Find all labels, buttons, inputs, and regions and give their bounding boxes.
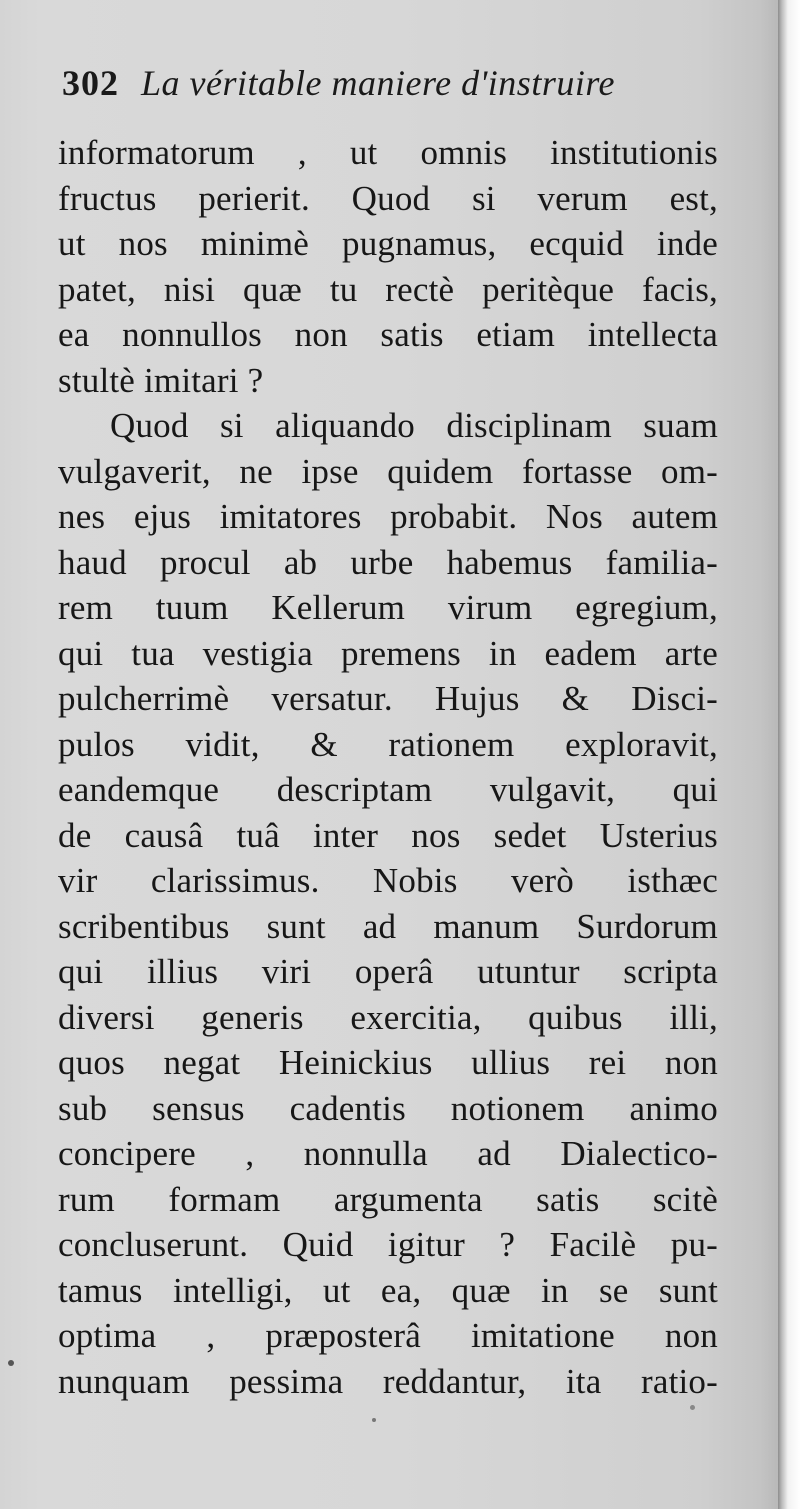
text-line: patet, nisi quæ tu rectè peritèque facis, xyxy=(58,269,718,309)
text-line: stultè imitari ? xyxy=(58,360,264,400)
text-line: nunquam pessima reddantur, ita ratio- xyxy=(58,1361,718,1401)
running-head-title: La véritable maniere d'instruire xyxy=(141,63,615,103)
page-number: 302 xyxy=(62,63,119,103)
text-line: ea nonnullos non satis etiam intellecta xyxy=(58,315,718,354)
text-line: qui illius viri operâ utuntur scripta xyxy=(58,952,718,991)
paper-speck xyxy=(372,1418,376,1422)
text-line: nes ejus imitatores probabit. Nos autem xyxy=(58,497,718,536)
text-line: ut nos minimè pugnamus, ecquid inde xyxy=(58,224,718,263)
paper-speck xyxy=(690,1405,695,1410)
text-line: rem tuum Kellerum virum egregium, xyxy=(58,588,718,627)
text-line: informatorum , ut omnis institutionis xyxy=(58,133,718,172)
text-line: fructus perierit. Quod si verum est, xyxy=(58,178,718,218)
text-line: diversi generis exercitia, quibus illi, xyxy=(58,997,718,1037)
text-line: rum formam argumenta satis scitè xyxy=(58,1179,718,1219)
text-line: sub sensus cadentis notionem animo xyxy=(58,1088,718,1128)
text-line: pulcherrimè versatur. Hujus & Disci- xyxy=(58,679,718,718)
text-line: de causâ tuâ inter nos sedet Usterius xyxy=(58,815,718,855)
text-line: qui tua vestigia premens in eadem arte xyxy=(58,633,718,673)
text-line: pulos vidit, & rationem exploravit, xyxy=(58,724,718,764)
text-line: vulgaverit, ne ipse quidem fortasse om- xyxy=(58,451,718,491)
paragraph-start-line: Quod si aliquando disciplinam suam xyxy=(110,406,718,445)
paper-speck xyxy=(8,1360,14,1366)
running-header xyxy=(62,62,702,118)
text-line: haud procul ab urbe habemus familia- xyxy=(58,542,718,582)
body-text xyxy=(58,130,718,1404)
text-line: eandemque descriptam vulgavit, qui xyxy=(58,770,718,809)
page-edge-shadow xyxy=(778,0,800,1509)
text-line: quos negat Heinickius ullius rei non xyxy=(58,1043,718,1082)
text-line: tamus intelligi, ut ea, quæ in se sunt xyxy=(58,1270,718,1310)
text-line: optima , præposterâ imitatione non xyxy=(58,1316,718,1355)
text-line: scribentibus sunt ad manum Surdorum xyxy=(58,906,718,946)
text-line: concluserunt. Quid igitur ? Facilè pu- xyxy=(58,1225,718,1264)
text-line: vir clarissimus. Nobis verò isthæc xyxy=(58,861,718,900)
text-line: concipere , nonnulla ad Dialectico- xyxy=(58,1134,718,1173)
